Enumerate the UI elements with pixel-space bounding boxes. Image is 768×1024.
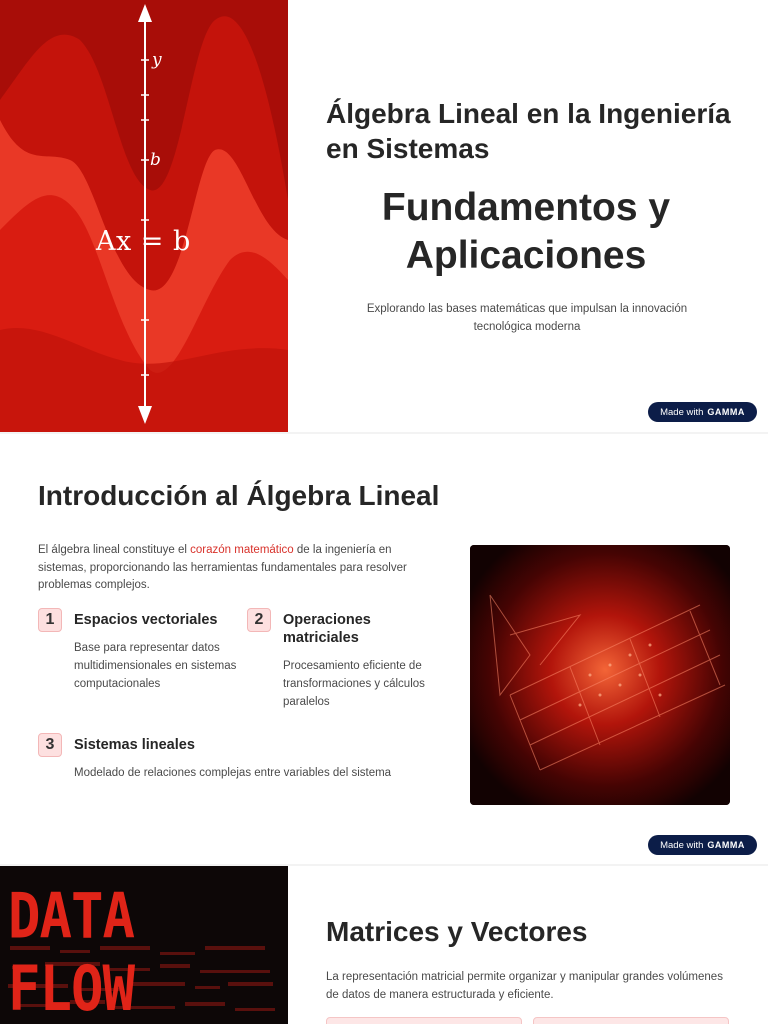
feature-number-badge: 2 [247,608,271,632]
intro-title: Introducción al Álgebra Lineal [38,480,440,511]
intro-text-end: de la ingeniería en sistemas, proporcionando las herramientas fundamentales para resolver problemas complejos. [38,544,407,591]
intro-highlight: corazón matemático [190,544,294,556]
intro-paragraph [38,542,430,595]
presentation-subtitle: Fundamentos y Aplicaciones [381,186,671,277]
matrices-title: Matrices y Vectores [326,916,588,947]
badge-prefix: Made with [660,839,704,851]
title-slide [0,0,768,432]
gamma-logo: GAMMA [707,840,745,850]
made-with-gamma-badge[interactable] [648,402,757,422]
feature-item [247,608,447,718]
gamma-logo: GAMMA [707,407,745,417]
feature-title: Sistemas lineales [74,737,195,753]
hero-image [0,0,288,432]
feature-item [38,733,438,793]
feature-number-badge: 3 [38,733,62,757]
badge-prefix: Made with [660,406,704,418]
axis-label-b: b [150,150,161,170]
wave-graph-illustration [0,0,288,432]
feature-description: Procesamiento eficiente de transformaciones y cálculos paralelos [283,660,425,708]
presentation-description: Explorando las bases matemáticas que impulsan la innovación tecnológica moderna [366,303,688,333]
feature-item [38,608,238,698]
glowing-matrix-illustration [470,545,730,805]
feature-description: Modelado de relaciones complejas entre variables del sistema [74,767,392,779]
feature-title: Espacios vectoriales [74,612,218,628]
matrix-grid-image [470,545,730,805]
equation-label: Ax = b [96,226,191,257]
presentation-title: Álgebra Lineal en la Ingeniería en Sistemas [326,98,731,164]
info-card [326,1017,522,1024]
matrices-description: La representación matricial permite organizar y manipular grandes volúmenes de datos de manera estructurada y eficiente. [326,971,723,1001]
intro-text-start: El álgebra lineal constituye el [38,544,191,556]
info-card [533,1017,729,1024]
made-with-gamma-badge[interactable] [648,835,757,855]
feature-description: Base para representar datos multidimensionales en sistemas computacionales [74,642,237,690]
intro-slide [0,434,768,864]
matrices-slide [0,866,768,1024]
data-flow-image [0,866,288,1024]
feature-title: Operaciones matriciales [283,612,371,646]
data-flow-title: DATA FLOW [8,880,135,1024]
axis-label-y: y [152,50,162,70]
feature-number-badge: 1 [38,608,62,632]
